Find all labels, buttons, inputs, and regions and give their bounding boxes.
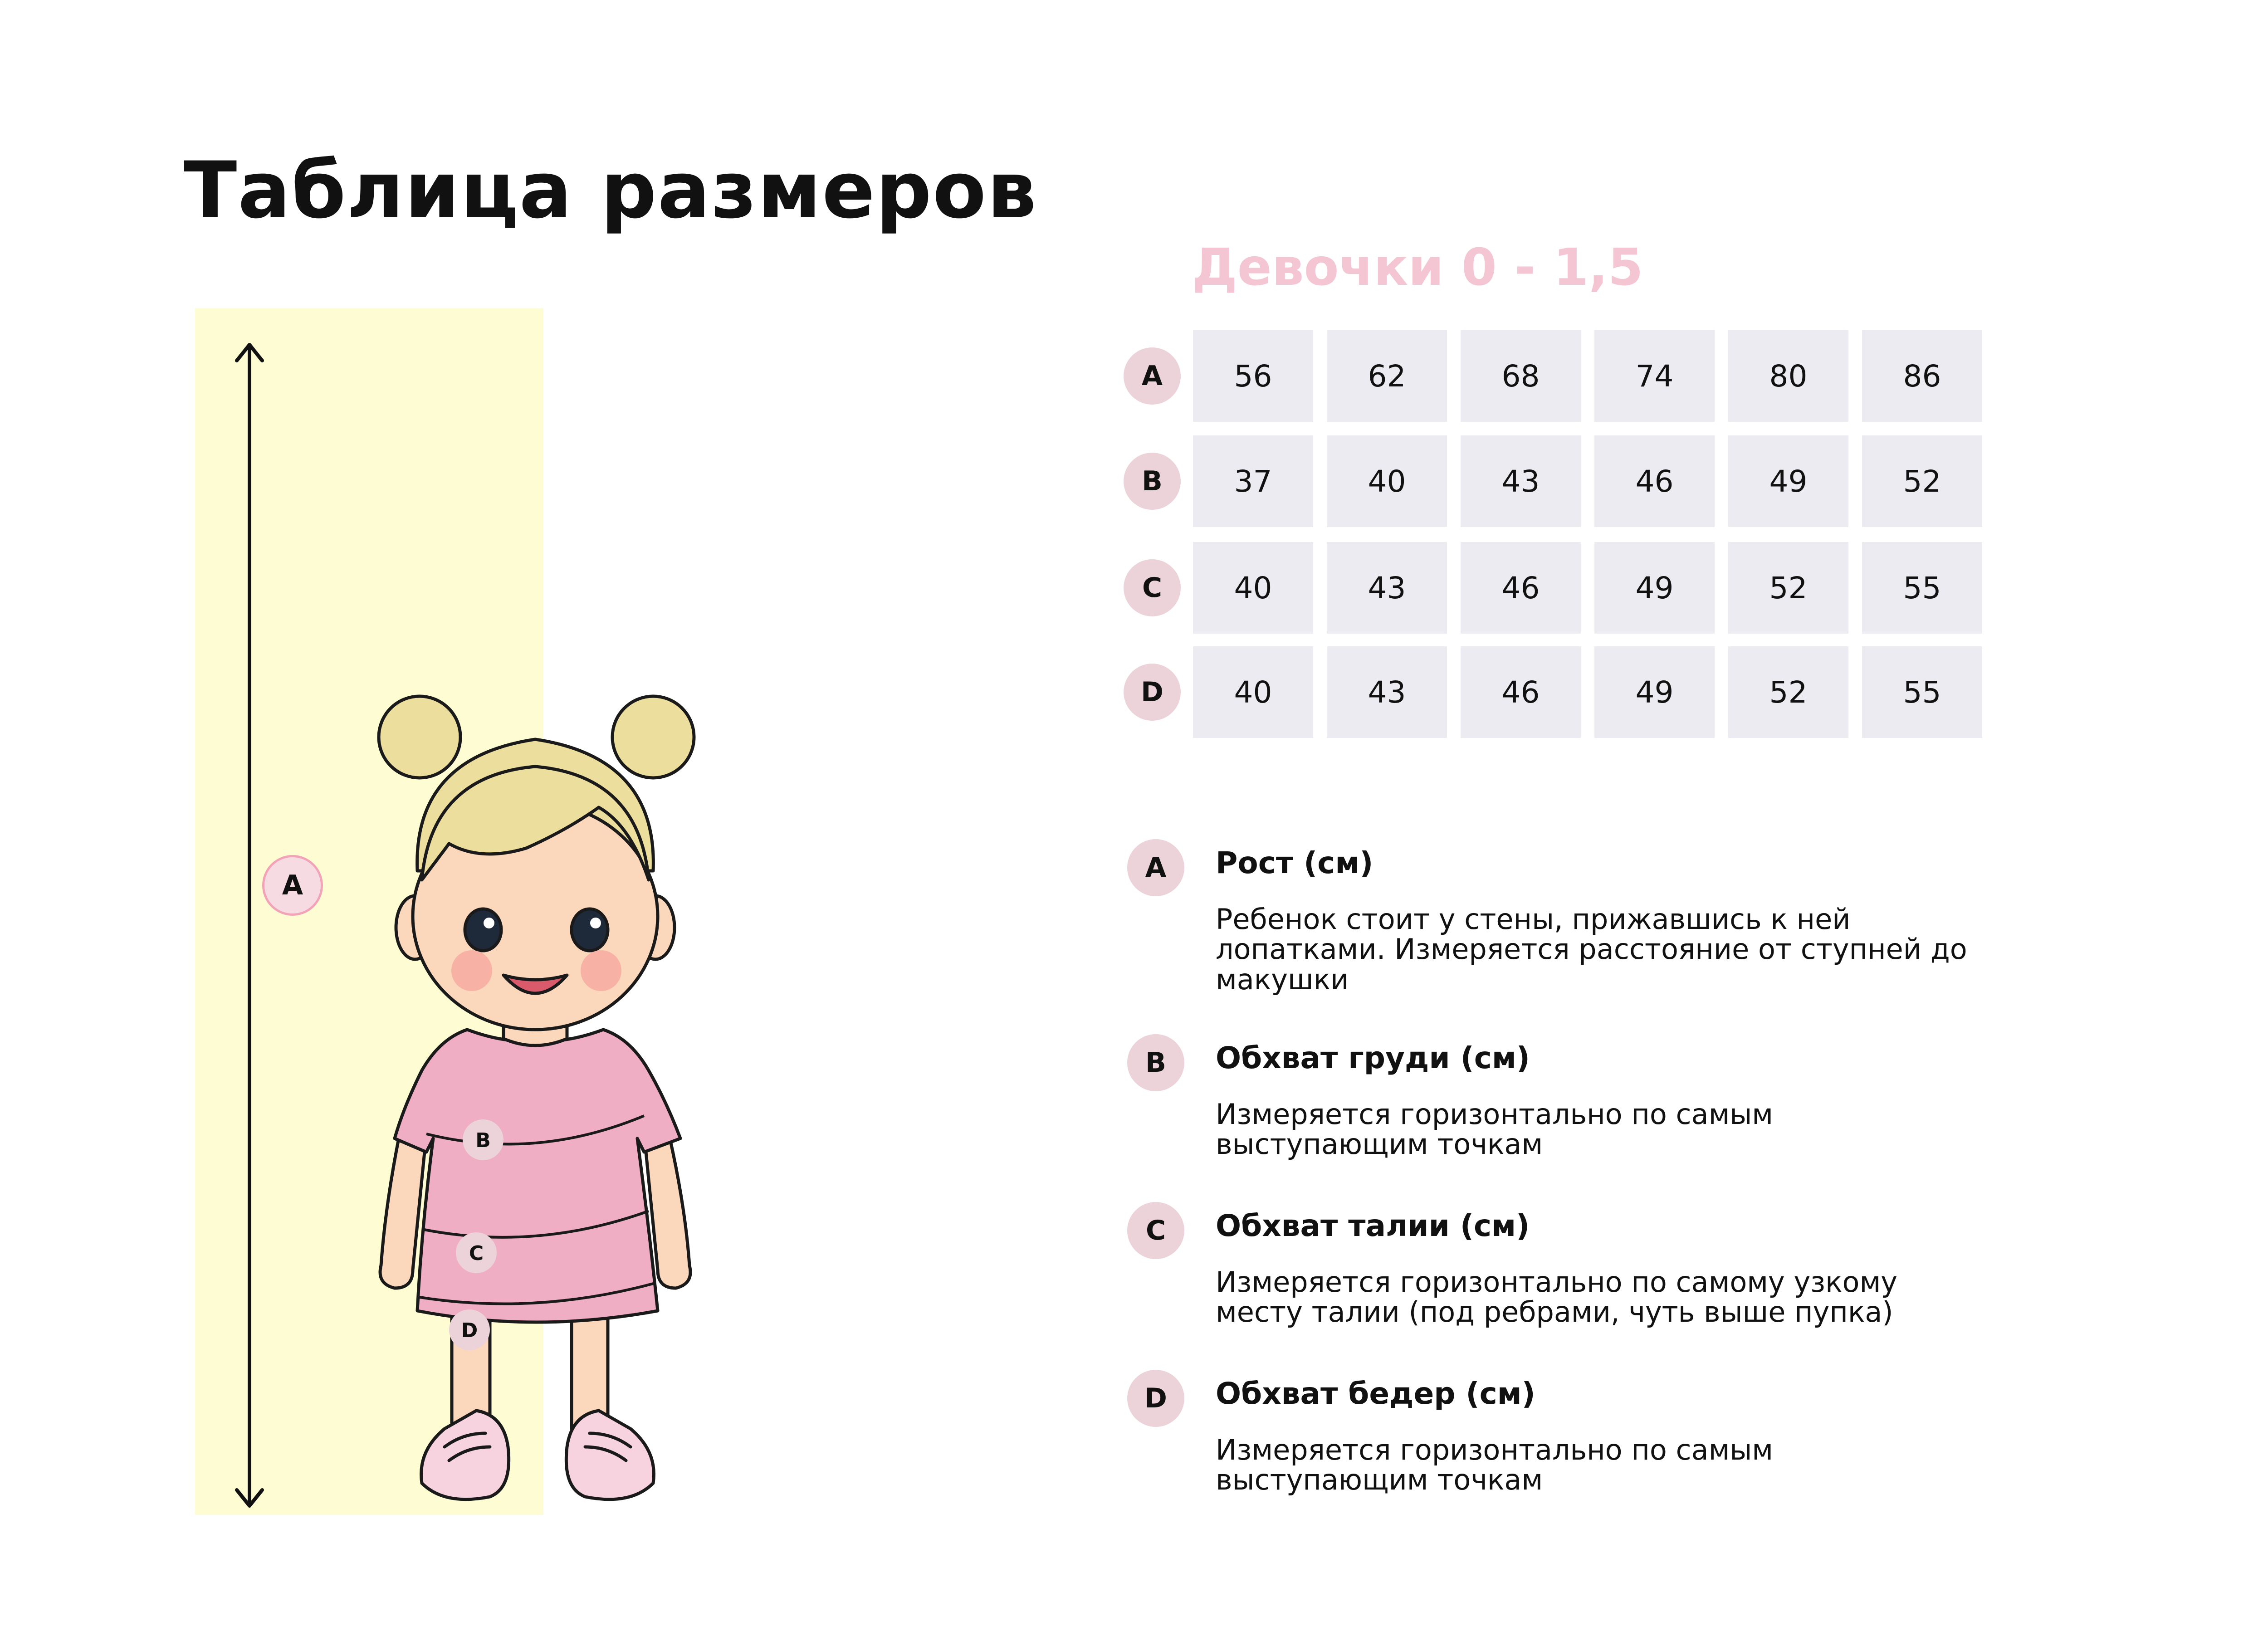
size-cell: 52 [1728, 646, 1848, 738]
size-cell: 62 [1327, 330, 1447, 422]
legend-item [1216, 845, 2132, 996]
row-label-badge: A [1124, 347, 1181, 405]
row-label-badge: C [1124, 559, 1181, 616]
size-cell: 43 [1461, 435, 1581, 527]
legend-description: Измеряется горизонтально по самым выступающим точкам [1216, 1098, 1774, 1161]
table-subtitle: Девочки 0 - 1,5 [1192, 238, 1643, 297]
size-cell: 52 [1862, 435, 1982, 527]
size-cell: 55 [1862, 646, 1982, 738]
row-label-badge: B [1124, 453, 1181, 510]
legend-item [1216, 1208, 2132, 1329]
legend-title: Обхват груди (см) [1216, 1040, 1530, 1075]
dress-label-c: C [469, 1242, 484, 1265]
size-cell: 46 [1594, 435, 1715, 527]
arrow-up-down-icon [227, 340, 272, 1510]
height-label-badge: A [262, 855, 323, 916]
size-cell: 52 [1728, 542, 1848, 634]
size-cell: 55 [1862, 542, 1982, 634]
legend-description: Измеряется горизонтально по самым выступающим точкам [1216, 1433, 1774, 1497]
legend-item [1216, 1040, 2132, 1161]
size-cell: 80 [1728, 330, 1848, 422]
size-cell: 46 [1461, 542, 1581, 634]
size-cell: 40 [1193, 646, 1313, 738]
size-cell: 56 [1193, 330, 1313, 422]
size-cell: 40 [1327, 435, 1447, 527]
girl-illustration [354, 680, 753, 1524]
size-cell: 40 [1193, 542, 1313, 634]
legend-badge: D [1127, 1370, 1184, 1427]
size-cell: 49 [1594, 542, 1715, 634]
legend-description: Ребенок стоит у стены, прижавшись к ней лопатками. Измеряется расстояние от ступней до макушки [1216, 903, 1967, 996]
legend-badge: C [1127, 1202, 1184, 1259]
page-title: Таблица размеров [184, 145, 1037, 236]
size-cell: 68 [1461, 330, 1581, 422]
size-cell: 86 [1862, 330, 1982, 422]
row-label-badge: D [1124, 664, 1181, 721]
size-cell: 43 [1327, 646, 1447, 738]
legend-title: Обхват бедер (см) [1216, 1376, 1535, 1411]
legend-item [1216, 1376, 2132, 1497]
legend-badge: B [1127, 1034, 1184, 1091]
size-cell: 49 [1594, 646, 1715, 738]
size-cell: 49 [1728, 435, 1848, 527]
dress-label-d: D [461, 1319, 478, 1342]
size-cell: 74 [1594, 330, 1715, 422]
dress-label-b: B [475, 1129, 491, 1152]
size-cell: 46 [1461, 646, 1581, 738]
size-cell: 43 [1327, 542, 1447, 634]
legend-description: Измеряется горизонтально по самому узкому месту талии (под ребрами, чуть выше пупка) [1216, 1265, 1897, 1329]
legend-title: Рост (см) [1216, 845, 1374, 880]
size-cell: 37 [1193, 435, 1313, 527]
legend-badge: A [1127, 839, 1184, 896]
legend-title: Обхват талии (см) [1216, 1208, 1530, 1243]
